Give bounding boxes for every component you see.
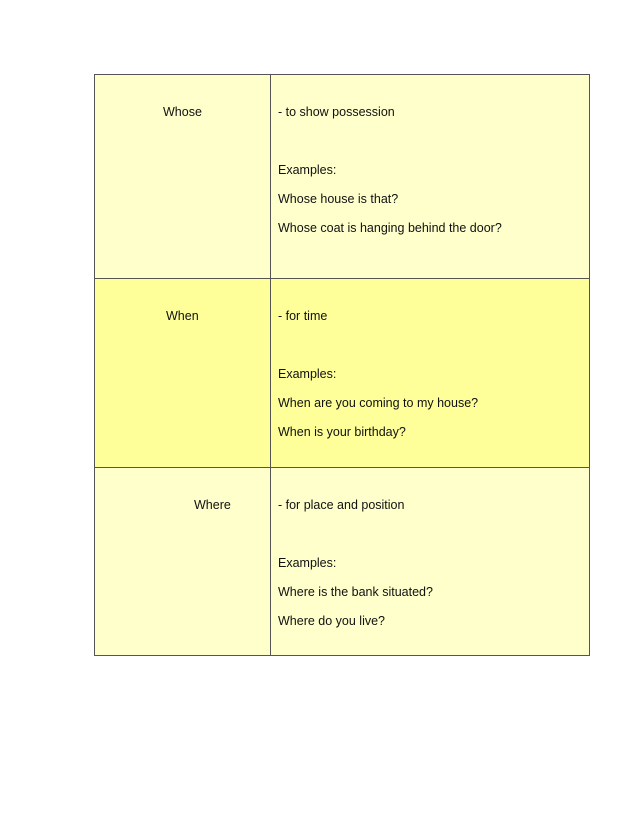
example-when-2: When is your birthday?	[278, 425, 406, 439]
question-word-whose: Whose	[163, 105, 202, 119]
description-whose: - to show possession	[278, 105, 395, 119]
question-words-table	[94, 74, 590, 656]
table-row-where-word-cell	[95, 467, 271, 655]
examples-label-whose: Examples:	[278, 163, 337, 177]
description-when: - for time	[278, 309, 328, 323]
table-row-when-word-cell	[95, 278, 271, 467]
table-row-whose-word-cell	[95, 75, 271, 278]
question-word-where: Where	[194, 498, 231, 512]
table-row-whose-info-cell	[271, 75, 589, 278]
example-whose-1: Whose house is that?	[278, 192, 399, 206]
examples-label-where: Examples:	[278, 556, 337, 570]
table-row-when-info-cell	[271, 278, 589, 467]
example-where-2: Where do you live?	[278, 614, 386, 628]
table-row-where-info-cell	[271, 467, 589, 655]
example-whose-2: Whose coat is hanging behind the door?	[278, 221, 502, 235]
example-where-1: Where is the bank situated?	[278, 585, 433, 599]
examples-label-when: Examples:	[278, 367, 337, 381]
description-where: - for place and position	[278, 498, 405, 512]
example-when-1: When are you coming to my house?	[278, 396, 479, 410]
question-word-when: When	[166, 309, 199, 323]
